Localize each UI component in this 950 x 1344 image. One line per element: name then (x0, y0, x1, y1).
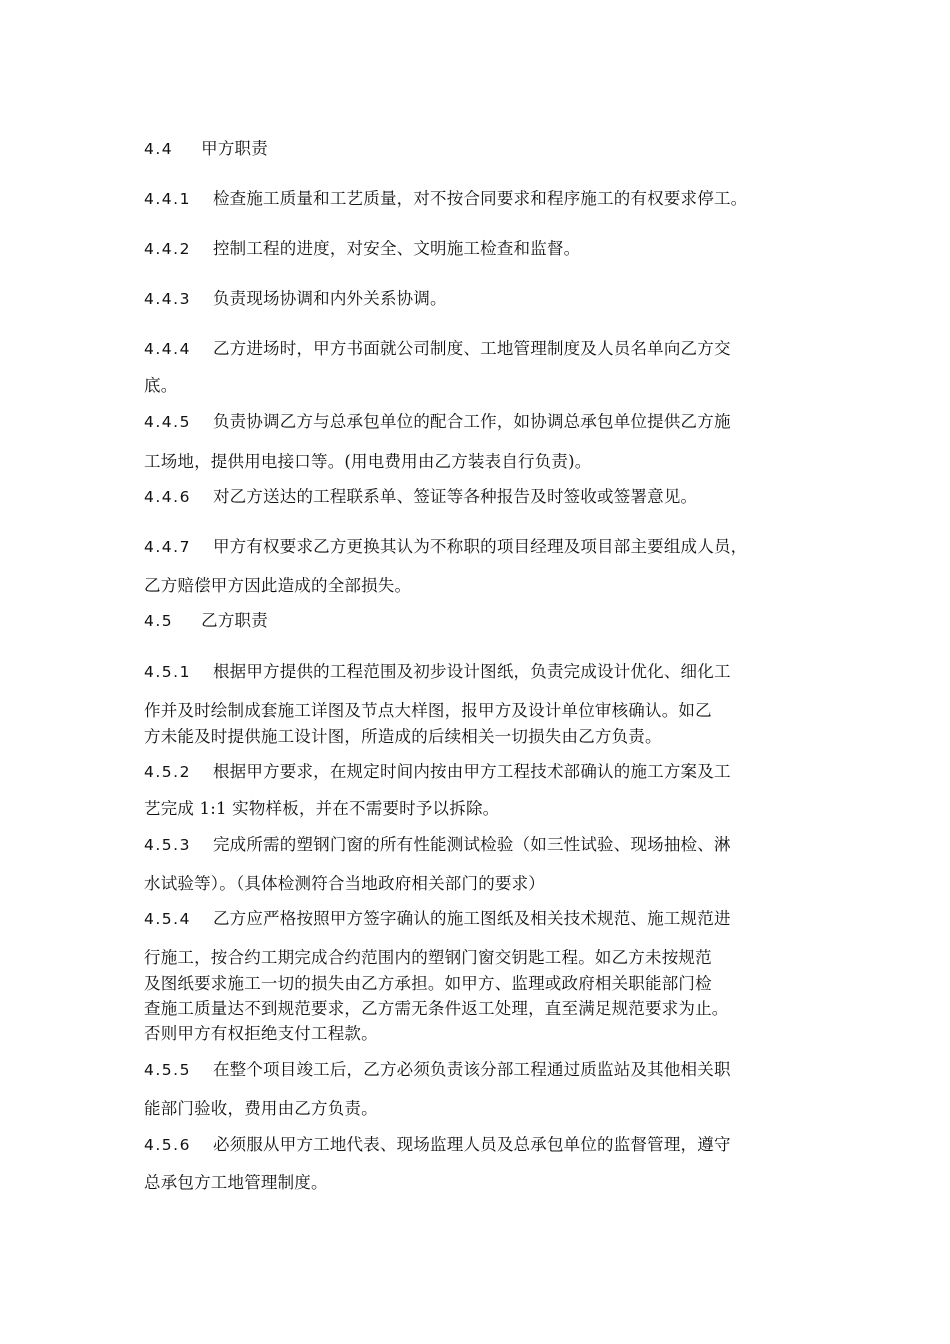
clause-number: 4.4.3 (144, 290, 191, 308)
clause-4-5-3-line-1 (144, 834, 731, 856)
clause-text: 必须服从甲方工地代表、现场监理人员及总承包单位的监督管理，遵守 (212, 1135, 731, 1154)
clause-4-4-5-line-1 (144, 411, 731, 433)
clause-text: 乙方进场时，甲方书面就公司制度、工地管理制度及人员名单向乙方交 (212, 339, 731, 358)
clause-number: 4.5.4 (144, 910, 191, 928)
clause-number: 4.4.4 (144, 340, 191, 358)
clause-4-4-1 (144, 188, 747, 210)
clause-4-5-5-line-1 (144, 1059, 731, 1081)
clause-number: 4.5.5 (144, 1061, 191, 1079)
clause-number: 4.4.6 (144, 488, 191, 506)
clause-text: 甲方有权要求乙方更换其认为不称职的项目经理及项目部主要组成人员， (212, 537, 748, 556)
clause-number: 4.4.7 (144, 538, 191, 556)
clause-4-5-2-line-1 (144, 761, 731, 783)
clause-4-4-2 (144, 238, 580, 260)
clause-4-4-4-line-2: 底。 (144, 376, 178, 395)
clause-text: 乙方应严格按照甲方签字确认的施工图纸及相关技术规范、施工规范进 (212, 909, 731, 928)
clause-4-5-4-line-1 (144, 908, 731, 930)
clause-4-5-6-line-1 (144, 1134, 731, 1156)
section-title: 甲方职责 (201, 139, 268, 158)
clause-number: 4.4.1 (144, 190, 191, 208)
clause-4-5-3-line-2: 水试验等）。（具体检测符合当地政府相关部门的要求） (144, 874, 545, 893)
clause-text: 对乙方送达的工程联系单、签证等各种报告及时签收或签署意见。 (212, 487, 698, 506)
clause-text: 负责协调乙方与总承包单位的配合工作，如协调总承包单位提供乙方施 (212, 412, 731, 431)
clause-4-5-2-line-2: 艺完成 1:1 实物样板，并在不需要时予以拆除。 (144, 799, 500, 818)
clause-number: 4.4.2 (144, 240, 191, 258)
clause-number: 4.5.1 (144, 663, 191, 681)
clause-4-5-4-line-3: 及图纸要求施工一切的损失由乙方承担。如甲方、监理或政府相关职能部门检 (144, 974, 712, 993)
clause-number: 4.5.3 (144, 836, 191, 854)
clause-text: 根据甲方提供的工程范围及初步设计图纸，负责完成设计优化、细化工 (212, 662, 731, 681)
clause-text: 在整个项目竣工后，乙方必须负责该分部工程通过质监站及其他相关职 (212, 1060, 731, 1079)
clause-number: 4.4.5 (144, 413, 191, 431)
clause-4-4-7-line-1 (144, 536, 747, 558)
section-number: 4.5 (144, 612, 174, 630)
clause-text: 检查施工质量和工艺质量，对不按合同要求和程序施工的有权要求停工。 (212, 189, 748, 208)
clause-4-4-6 (144, 486, 697, 508)
clause-4-4-5-line-2: 工场地，提供用电接口等。(用电费用由乙方装表自行负责)。 (144, 452, 592, 471)
section-title: 乙方职责 (201, 611, 268, 630)
clause-number: 4.5.6 (144, 1136, 191, 1154)
clause-text: 根据甲方要求，在规定时间内按由甲方工程技术部确认的施工方案及工 (212, 762, 731, 781)
clause-text: 控制工程的进度，对安全、文明施工检查和监督。 (212, 239, 581, 258)
clause-4-4-3 (144, 288, 447, 310)
clause-4-5-1-line-3: 方未能及时提供施工设计图，所造成的后续相关一切损失由乙方负责。 (144, 727, 662, 746)
section-number: 4.4 (144, 140, 174, 158)
clause-4-5-5-line-2: 能部门验收，费用由乙方负责。 (144, 1099, 378, 1118)
clause-4-5-6-line-2: 总承包方工地管理制度。 (144, 1173, 328, 1192)
clause-4-5-4-line-4: 查施工质量达不到规范要求，乙方需无条件返工处理，直至满足规范要求为止。 (144, 999, 729, 1018)
clause-4-5-1-line-2: 作并及时绘制成套施工详图及节点大样图，报甲方及设计单位审核确认。如乙 (144, 701, 712, 720)
section-4-5-heading (144, 610, 268, 632)
clause-number: 4.5.2 (144, 763, 191, 781)
section-4-4-heading (144, 138, 268, 160)
clause-4-4-4-line-1 (144, 338, 731, 360)
clause-4-5-1-line-1 (144, 661, 731, 683)
clause-text: 负责现场协调和内外关系协调。 (212, 289, 447, 308)
clause-4-5-4-line-2: 行施工，按合约工期完成合约范围内的塑钢门窗交钥匙工程。如乙方未按规范 (144, 948, 712, 967)
clause-4-4-7-line-2: 乙方赔偿甲方因此造成的全部损失。 (144, 576, 412, 595)
clause-text: 完成所需的塑钢门窗的所有性能测试检验（如三性试验、现场抽检、淋 (212, 835, 731, 854)
clause-4-5-4-line-5: 否则甲方有权拒绝支付工程款。 (144, 1024, 378, 1043)
